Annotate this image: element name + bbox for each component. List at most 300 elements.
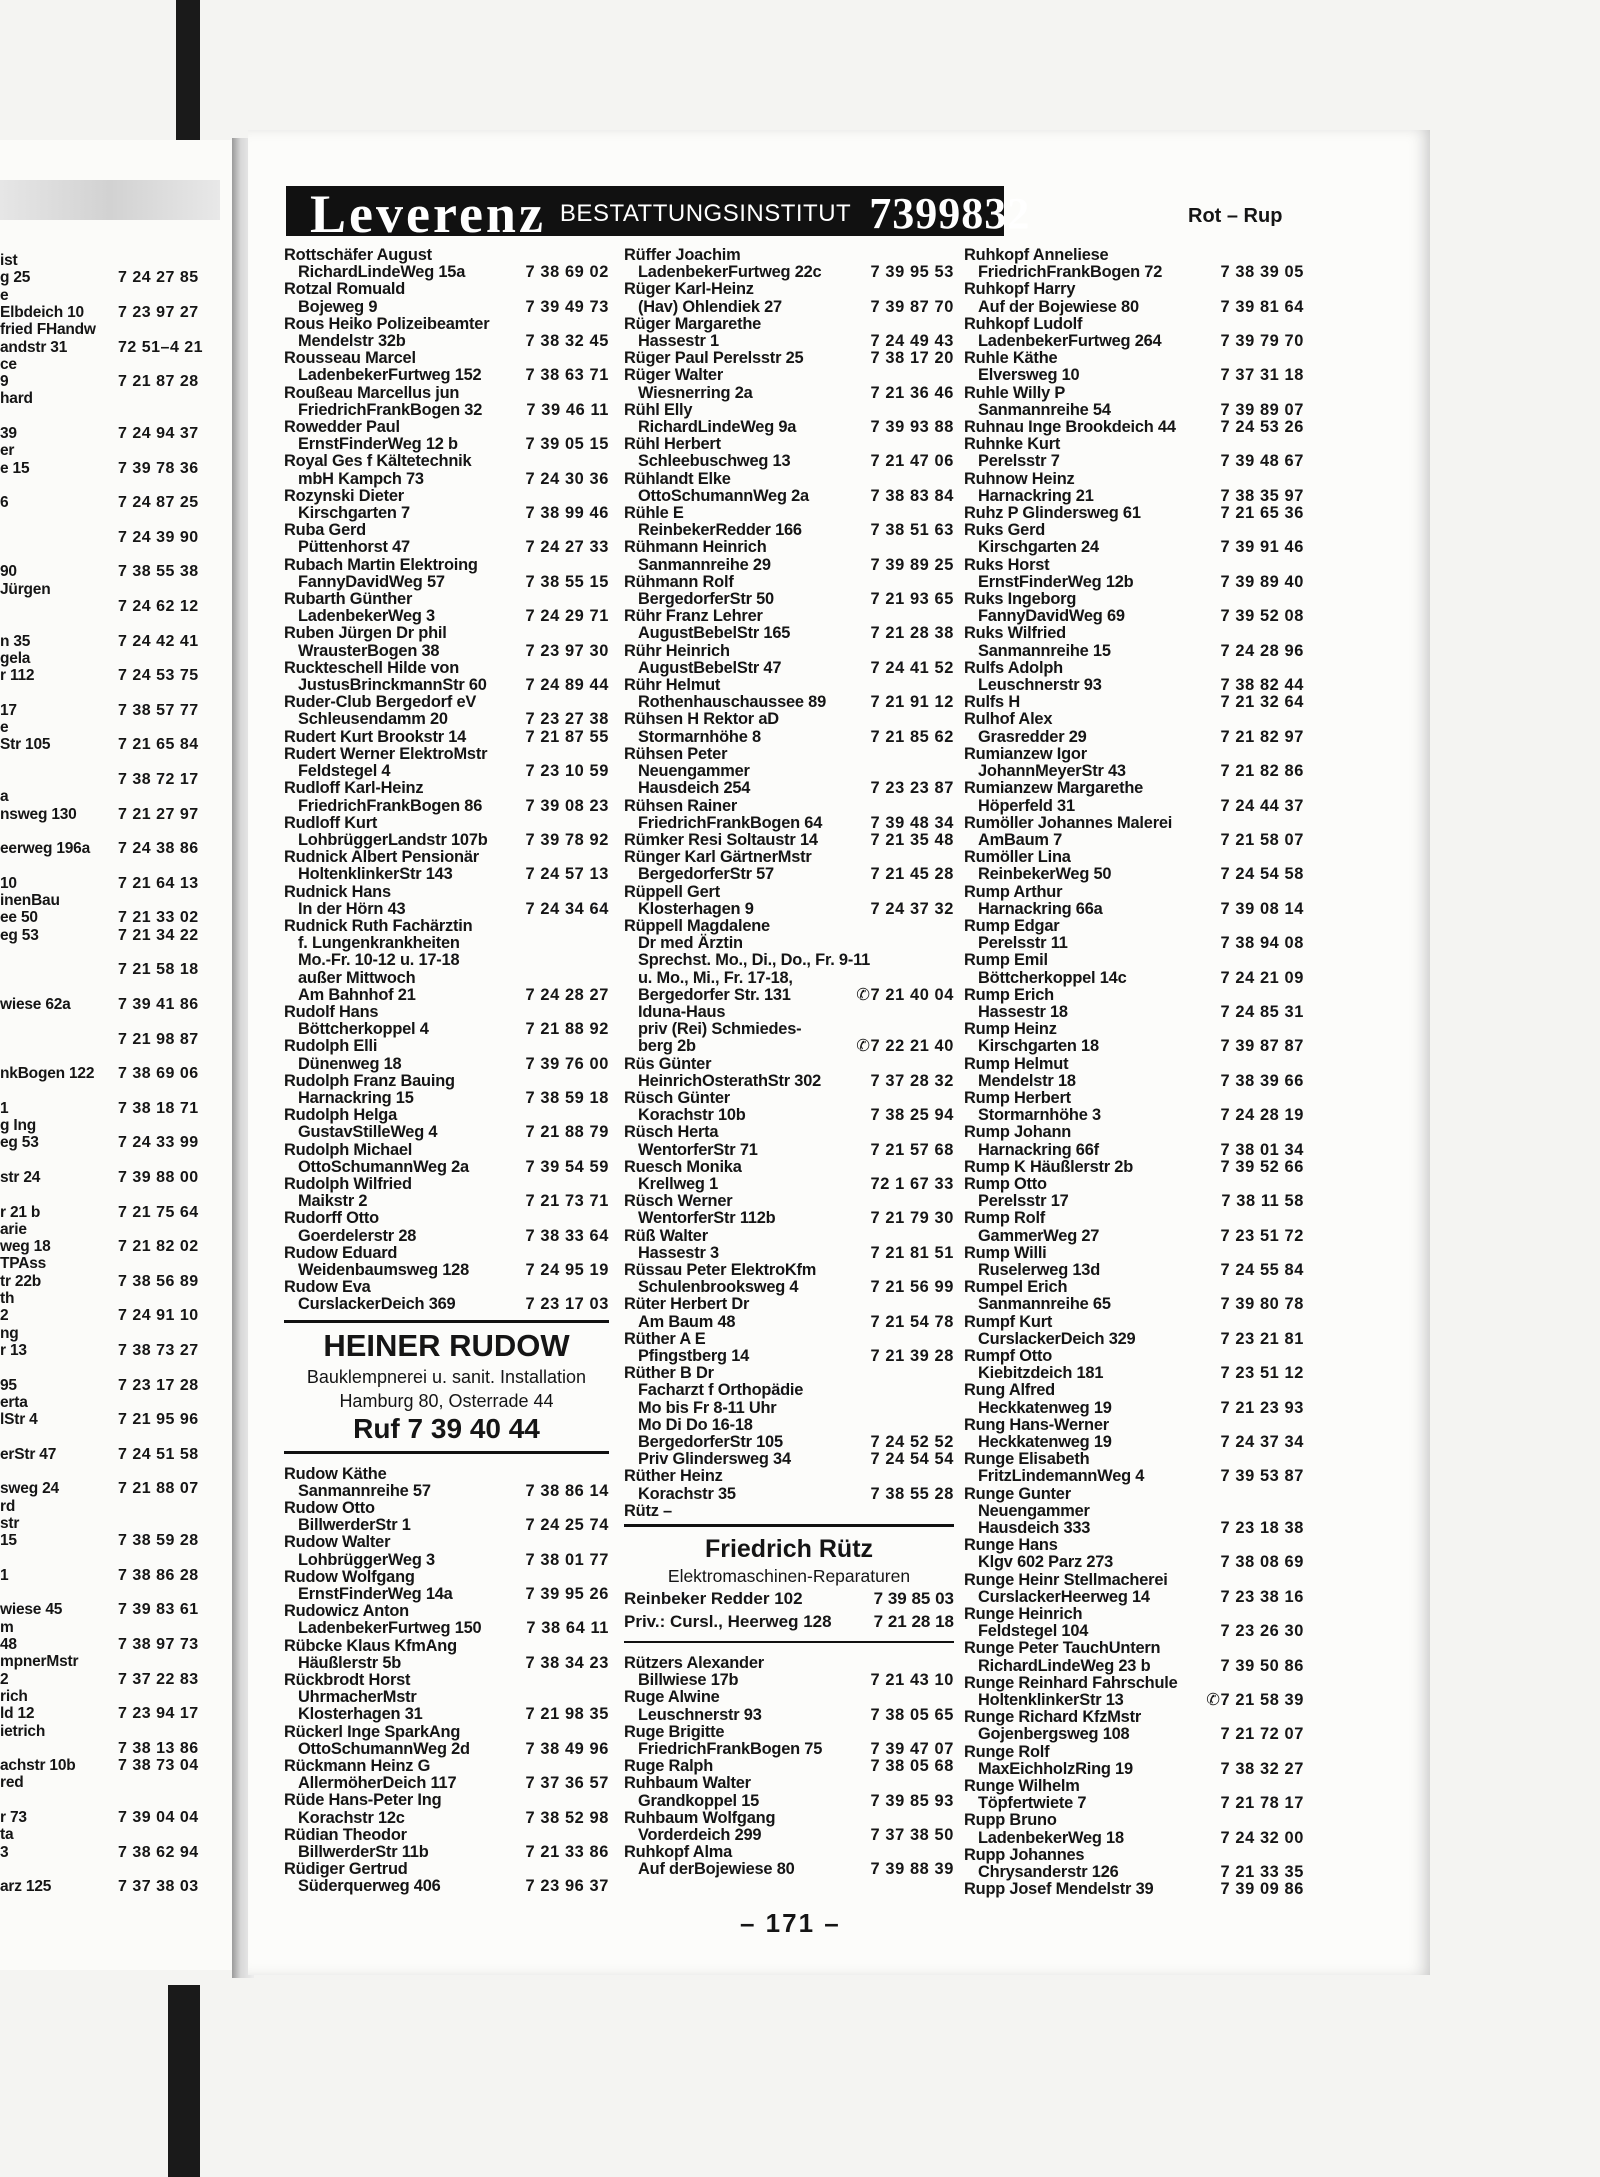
listing-phone: 7 21 73 71 — [525, 1192, 609, 1211]
listing-detail — [284, 539, 609, 556]
listing-entry — [284, 1706, 609, 1723]
listing-entry — [284, 884, 609, 918]
listing-name: Rüter Herbert Dr — [624, 1295, 750, 1314]
left-fragment-phone: 7 21 34 22 — [118, 926, 199, 944]
listing-address: RichardLindeWeg 9a — [638, 418, 797, 437]
left-fragment-text: 6 — [0, 494, 9, 512]
listing-name: Rump Helmut — [964, 1054, 1069, 1073]
listing-entry — [964, 436, 1304, 470]
listing-detail — [624, 1741, 954, 1758]
ad-phone: Ruf 7 39 40 44 — [353, 1412, 540, 1444]
left-fragment-phone: 7 21 82 02 — [118, 1238, 199, 1256]
listing-entry — [964, 1520, 1304, 1537]
listing-detail — [624, 1707, 954, 1724]
left-fragment-text: 17 — [0, 701, 17, 719]
listing-address: LadenbekerFurtweg 150 — [298, 1619, 482, 1638]
listing-name: Rühmann Heinrich — [624, 538, 767, 557]
ad-row-label: Reinbeker Redder 102 — [624, 1589, 803, 1609]
listing-phone: 7 21 58 07 — [1220, 830, 1304, 849]
listing-phone: 7 38 34 23 — [525, 1653, 609, 1672]
listing-address: LadenbekerFurtweg 264 — [978, 332, 1162, 351]
listing-phone: 7 21 36 46 — [870, 383, 954, 402]
listing-detail — [284, 1620, 609, 1637]
left-fragment-text: 90 — [0, 563, 17, 581]
listing-entry — [964, 1314, 1304, 1348]
listing-phone: 7 24 54 54 — [870, 1450, 954, 1469]
listing-entry — [964, 557, 1304, 591]
listing-phone: 7 21 72 07 — [1220, 1725, 1304, 1744]
listing-address: FriedrichFrankBogen 32 — [298, 400, 483, 419]
listing-address: Hausdeich 254 — [638, 779, 751, 798]
listing-address: Weidenbaumsweg 128 — [298, 1260, 469, 1279]
listing-detail — [624, 1279, 954, 1296]
left-page-fragment — [0, 140, 235, 1970]
left-fragment-text: rich — [0, 1687, 28, 1705]
left-fragment-text: ld 12 — [0, 1705, 35, 1723]
listing-phone: 7 21 43 10 — [870, 1671, 954, 1690]
listing-address: Harnackring 66a — [978, 899, 1103, 918]
listing-detail — [284, 711, 609, 728]
listing-phone: 7 39 89 07 — [1220, 400, 1304, 419]
listing-address: Grandkoppel 15 — [638, 1791, 760, 1810]
listing-phone: 7 38 35 97 — [1220, 486, 1304, 505]
listing-entry — [624, 798, 954, 832]
listing-name: Rump K Häußlerstr 2b — [964, 1157, 1134, 1176]
listing-address: Häußlerstr 5b — [298, 1653, 402, 1672]
left-fragment-phone: 7 24 94 37 — [118, 425, 199, 442]
listing-detail — [964, 402, 1304, 419]
listing-phone: 7 38 33 64 — [525, 1226, 609, 1245]
listing-name: Rowedder Paul — [284, 418, 400, 437]
listing-name: Rudnick Ruth Fachärztin — [284, 916, 473, 935]
listing-address: Sprechst. Mo., Di., Do., Fr. 9-11 — [638, 951, 871, 970]
listing-detail — [964, 1228, 1304, 1245]
left-fragment-phone: 7 38 13 86 — [118, 1739, 199, 1757]
listing-detail — [284, 1159, 609, 1176]
listing-phone: 7 38 82 44 — [1220, 676, 1304, 695]
listing-name: Rüssau Peter ElektroKfm — [624, 1260, 817, 1279]
listing-entry — [284, 316, 609, 350]
listing-detail — [964, 1623, 1304, 1640]
listing-phone: 7 24 28 27 — [525, 985, 609, 1004]
listing-name: Rückbrodt Horst — [284, 1671, 411, 1690]
listing-detail — [284, 1706, 609, 1723]
ad-title: Friedrich Rütz — [704, 1535, 874, 1564]
listing-phone: 7 39 08 23 — [525, 796, 609, 815]
listing-name: Rütz – — [624, 1501, 672, 1520]
listing-name: Rudow Käthe — [284, 1464, 387, 1483]
listing-address: Sanmannreihe 57 — [298, 1481, 431, 1500]
left-fragment-text: eerweg 196a — [0, 840, 91, 858]
listing-phone: 7 21 98 35 — [525, 1705, 609, 1724]
listing-address: Pfingstberg 14 — [638, 1347, 750, 1365]
listing-entry — [964, 1486, 1304, 1520]
listing-line — [624, 832, 954, 849]
listing-name: Rüther B Dr — [624, 1364, 714, 1383]
listing-name: Runge Gunter — [964, 1484, 1071, 1503]
listing-address: Mo bis Fr 8-11 Uhr — [638, 1398, 777, 1417]
listing-detail — [964, 608, 1304, 625]
listing-phone: 7 24 95 19 — [525, 1260, 609, 1279]
listing-detail — [624, 763, 954, 780]
left-fragment-phone: 7 37 22 83 — [118, 1670, 199, 1688]
listing-entry — [964, 849, 1304, 883]
listing-detail — [624, 522, 954, 539]
listing-name: Rubach Martin Elektroing — [284, 555, 478, 574]
listing-phone: 7 38 32 27 — [1220, 1759, 1304, 1778]
listing-name: Rump Otto — [964, 1174, 1047, 1193]
listing-phone: 7 21 82 97 — [1220, 727, 1304, 746]
listing-entry — [284, 453, 609, 487]
left-fragment-text: fried FHandw — [0, 321, 96, 339]
listing-phone: 7 38 39 05 — [1220, 263, 1304, 282]
listing-detail — [284, 1741, 609, 1758]
advertisement-banner — [286, 184, 1031, 244]
listing-detail — [964, 1107, 1304, 1124]
listing-entry — [624, 677, 954, 711]
left-fragment-text: lStr 4 — [0, 1411, 38, 1429]
listing-detail — [624, 866, 954, 883]
listing-address: Bojeweg 9 — [298, 297, 378, 316]
listing-phone: 7 24 55 84 — [1220, 1260, 1304, 1279]
listing-entry — [624, 471, 954, 505]
listing-detail — [964, 1795, 1304, 1812]
listing-phone: 7 23 38 16 — [1220, 1587, 1304, 1606]
left-fragment-phone: 7 24 87 25 — [118, 494, 199, 512]
listing-detail — [964, 901, 1304, 918]
listing-address: OttoSchumannWeg 2a — [298, 1157, 469, 1176]
listing-phone: 7 23 51 72 — [1220, 1226, 1304, 1245]
listing-entry — [624, 1038, 954, 1055]
listing-phone: 7 38 55 15 — [525, 572, 609, 591]
listing-phone: 7 39 09 86 — [1220, 1880, 1304, 1899]
listing-name: Rüde Hans-Peter Ing — [284, 1791, 442, 1810]
listing-name: Rung Hans-Werner — [964, 1415, 1109, 1434]
listing-entry — [624, 884, 954, 918]
listing-address: LohbrüggerLandstr 107b — [298, 830, 488, 849]
listing-phone: 7 38 59 18 — [525, 1088, 609, 1107]
left-fragment-text: m — [0, 1618, 14, 1636]
listing-entry — [624, 1056, 954, 1090]
listing-name: Rudow Walter — [284, 1533, 391, 1552]
listing-detail — [624, 488, 954, 505]
left-fragment-phone: 7 39 83 61 — [118, 1601, 199, 1619]
listing-entry — [624, 643, 954, 677]
listing-name: Rünger Karl GärtnerMstr — [624, 848, 812, 867]
divider — [284, 1320, 609, 1323]
listing-detail — [624, 299, 954, 316]
listing-detail — [624, 970, 954, 987]
listing-entry — [284, 1758, 609, 1792]
listing-phone: 7 24 37 34 — [1220, 1433, 1304, 1452]
listing-phone: 7 24 41 52 — [870, 658, 954, 677]
listing-name: Rousseau Marcel — [284, 349, 416, 368]
listing-name: Ruba Gerd — [284, 521, 366, 540]
listing-entry — [284, 1500, 609, 1534]
listing-phone: 7 39 53 87 — [1220, 1467, 1304, 1486]
listing-address: Perelsstr 11 — [978, 934, 1068, 953]
listing-name: Royal Ges f Kältetechnik — [284, 452, 472, 471]
listing-address: AugustBebelStr 165 — [638, 624, 791, 643]
listing-phone: 7 39 54 59 — [525, 1157, 609, 1176]
listing-group — [964, 247, 1304, 1899]
listing-phone: 7 24 25 74 — [525, 1516, 609, 1535]
listing-entry — [624, 1262, 954, 1296]
listing-entry — [964, 1778, 1304, 1812]
listing-name: Ruks Gerd — [964, 521, 1046, 540]
listing-phone: 7 23 10 59 — [525, 762, 609, 781]
listing-entry — [964, 1606, 1304, 1640]
left-fragment-text: e 15 — [0, 459, 30, 477]
listing-phone: 7 39 89 25 — [870, 555, 954, 574]
listing-entry — [964, 987, 1304, 1021]
listing-entry — [624, 849, 954, 883]
left-fragment-text: Jürgen — [0, 580, 51, 598]
listing-phone: 7 21 28 38 — [870, 624, 954, 643]
left-fragment-phone: 7 38 86 28 — [118, 1566, 199, 1584]
listing-detail — [284, 677, 609, 694]
listing-name: Ruhnke Kurt — [964, 435, 1061, 454]
listing-address: Mendelstr 32b — [298, 332, 406, 351]
listing-entry — [624, 1689, 954, 1723]
listing-name: Rüs Günter — [624, 1054, 712, 1073]
listing-address: CurslackerDeich 329 — [978, 1329, 1136, 1348]
listing-detail — [284, 574, 609, 591]
listing-detail — [964, 1468, 1304, 1485]
listing-detail — [624, 1486, 954, 1503]
left-fragment-text: e — [0, 286, 9, 304]
listing-detail — [284, 1124, 609, 1141]
listing-name: Rüppell Gert — [624, 882, 720, 901]
left-fragment-text: r 13 — [0, 1341, 27, 1359]
listing-entry — [964, 505, 1304, 522]
listing-name: Rüger Paul Perelsstr 25 — [624, 349, 804, 368]
listing-entry — [284, 281, 609, 315]
left-fragment-phone: 7 24 53 75 — [118, 667, 199, 685]
listing-detail — [624, 1142, 954, 1159]
listing-entry — [964, 1640, 1304, 1674]
listing-phone: 7 38 52 98 — [525, 1808, 609, 1827]
listing-address: berg 2b — [638, 1037, 696, 1056]
listing-detail — [964, 1193, 1304, 1210]
listing-name: Rüther Heinz — [624, 1467, 723, 1486]
listing-name: Ruhbaum Wolfgang — [624, 1808, 776, 1827]
listing-phone: 7 39 50 86 — [1220, 1656, 1304, 1675]
listing-address: Süderquerweg 406 — [298, 1877, 441, 1896]
listing-name: Ruks Wilfried — [964, 624, 1066, 643]
ad-row — [624, 1610, 954, 1633]
listing-phone: 7 39 80 78 — [1220, 1295, 1304, 1314]
ad-line: Bauklempnerei u. sanit. Installation — [306, 1366, 587, 1387]
left-fragment-phone: 7 21 75 64 — [118, 1203, 199, 1221]
listing-detail — [624, 1021, 954, 1038]
listing-phone: 7 24 32 00 — [1220, 1828, 1304, 1847]
listing-entry — [964, 1124, 1304, 1158]
listing-detail — [964, 1761, 1304, 1778]
listing-name: Rudow Otto — [284, 1499, 375, 1517]
listing-entry — [964, 1159, 1304, 1176]
listing-phone: 7 21 33 86 — [525, 1843, 609, 1862]
listing-name: Rumpel Erich — [964, 1278, 1068, 1297]
left-fragment-text: n 35 — [0, 632, 31, 650]
listing-address: AllermöherDeich 117 — [298, 1774, 457, 1793]
listing-phone: 7 38 94 08 — [1220, 934, 1304, 953]
listing-detail — [964, 1400, 1304, 1417]
listing-entry — [624, 1004, 954, 1021]
listing-address: BillwerderStr 1 — [298, 1516, 411, 1535]
listing-address: Gojenbergsweg 108 — [978, 1725, 1130, 1744]
listing-detail — [624, 1245, 954, 1262]
left-fragment-phone: 7 38 97 73 — [118, 1636, 199, 1653]
page-range-label: Rot – Rup — [1188, 205, 1283, 227]
listing-phone: 7 21 82 86 — [1220, 762, 1304, 781]
listing-detail — [284, 1228, 609, 1245]
listing-address: OttoSchumannWeg 2a — [638, 486, 809, 505]
listing-address: Sanmannreihe 29 — [638, 555, 771, 574]
listing-name: Runge Heinrich — [964, 1605, 1083, 1624]
listing-phone: 7 39 76 00 — [525, 1054, 609, 1073]
listing-phone: 7 21 39 28 — [870, 1347, 954, 1365]
listing-name: Rüger Walter — [624, 366, 723, 385]
listing-entry — [964, 1572, 1304, 1606]
left-fragment-text: wiese 62a — [0, 995, 71, 1013]
listing-detail — [624, 591, 954, 608]
listing-name: Rumpf Otto — [964, 1347, 1053, 1365]
left-fragment-phone: 7 38 56 89 — [118, 1272, 199, 1290]
listing-entry — [284, 1279, 609, 1313]
listing-name: Rumianzew Margarethe — [964, 779, 1144, 798]
listing-entry — [964, 1881, 1304, 1898]
listing-entry — [284, 952, 609, 969]
listing-name: Rückerl Inge SparkAng — [284, 1722, 461, 1741]
listing-entry — [624, 1468, 954, 1502]
listing-address: Wiesnerring 2a — [638, 383, 753, 402]
listing-phone: 7 21 65 36 — [1220, 504, 1304, 523]
listing-address: WentorferStr 71 — [638, 1140, 758, 1159]
left-fragment-phone: 7 24 51 58 — [118, 1445, 199, 1463]
left-fragment-text: 2 — [0, 1670, 9, 1688]
listing-address: LadenbekerWeg 3 — [298, 607, 435, 626]
listing-phone: 7 21 23 93 — [1220, 1398, 1304, 1417]
listing-name: Rühr Heinrich — [624, 641, 730, 660]
listing-detail — [284, 1517, 609, 1534]
listing-name: Runge Reinhard Fahrschule — [964, 1673, 1178, 1692]
listing-name: Runge Peter TauchUntern — [964, 1639, 1161, 1658]
listing-detail — [284, 763, 609, 780]
listing-address: RichardLindeWeg 15a — [298, 263, 466, 282]
left-fragment-text: hard — [0, 390, 33, 408]
listing-phone: 7 39 78 92 — [525, 830, 609, 849]
listing-detail — [624, 815, 954, 832]
listing-name: Rotzal Romuald — [284, 280, 406, 299]
left-fragment-text: andstr 31 — [0, 338, 68, 356]
listing-detail — [624, 1793, 954, 1810]
listing-phone: 7 24 54 58 — [1220, 865, 1304, 884]
listing-entry — [284, 385, 609, 419]
listing-entry — [964, 281, 1304, 315]
listing-address: Böttcherkoppel 4 — [298, 1020, 429, 1039]
listing-address: FannyDavidWeg 69 — [978, 607, 1125, 626]
left-fragment-text: ee 50 — [0, 909, 38, 927]
left-fragment-text: sweg 24 — [0, 1480, 59, 1498]
listing-name: Rudolph Wilfried — [284, 1174, 412, 1193]
listing-entry — [964, 1709, 1304, 1743]
listing-address: außer Mittwoch — [298, 968, 416, 987]
listing-address: Chrysanderstr 126 — [978, 1863, 1119, 1882]
listing-phone: 7 21 87 55 — [525, 727, 609, 746]
listing-entry — [284, 987, 609, 1004]
listing-phone: 7 38 99 46 — [525, 504, 609, 523]
listing-name: Rottschäfer August — [284, 246, 432, 264]
left-fragment-phone: 7 23 94 17 — [118, 1705, 199, 1723]
listing-detail — [284, 1056, 609, 1073]
listing-entry — [964, 247, 1304, 281]
left-fragment-phone: 7 21 98 87 — [118, 1030, 199, 1048]
listing-phone: 7 21 78 17 — [1220, 1794, 1304, 1813]
left-fragment-text: g Ing — [0, 1117, 37, 1134]
listing-phone: 7 39 52 08 — [1220, 607, 1304, 626]
listing-address: LadenbekerWeg 18 — [978, 1828, 1124, 1847]
listing-entry — [624, 1810, 954, 1844]
listing-phone: 7 21 57 68 — [870, 1140, 954, 1159]
listing-name: Rudnick Albert Pensionär — [284, 848, 479, 867]
listing-phone: 7 21 88 79 — [525, 1123, 609, 1142]
listing-name: Rudowicz Anton — [284, 1602, 409, 1621]
left-fragment-text: g 25 — [0, 269, 31, 287]
listing-line — [964, 1159, 1304, 1176]
listing-phone: ✆7 22 21 40 — [856, 1037, 954, 1056]
column-3 — [964, 247, 1304, 1899]
listing-entry — [284, 729, 609, 746]
left-fragment-phone: 7 37 38 03 — [118, 1878, 199, 1896]
left-fragment-phone: 7 38 62 94 — [118, 1843, 199, 1861]
listing-address: Sanmannreihe 54 — [978, 400, 1111, 419]
listing-entry — [284, 247, 609, 281]
listing-entry — [624, 350, 954, 367]
listing-detail — [284, 798, 609, 815]
listing-detail — [284, 333, 609, 350]
listing-name: Rudolph Franz Bauing — [284, 1071, 455, 1090]
listing-phone: 7 24 27 33 — [525, 538, 609, 557]
listing-address: Töpfertwiete 7 — [978, 1794, 1087, 1813]
listing-entry — [624, 918, 954, 952]
listing-name: Rüsch Herta — [624, 1123, 719, 1142]
listing-name: Rudow Wolfgang — [284, 1567, 415, 1586]
listing-address: ErnstFinderWeg 14a — [298, 1585, 453, 1604]
listing-phone: 7 38 32 45 — [525, 332, 609, 351]
listing-address: Dr med Ärztin — [638, 934, 743, 953]
listing-entry — [284, 591, 609, 625]
listing-detail — [964, 935, 1304, 952]
listing-name: Rudloff Karl-Heinz — [284, 779, 424, 798]
left-fragment-text: arz 125 — [0, 1878, 52, 1896]
ad-row-phone: 7 39 85 03 — [873, 1589, 954, 1609]
listing-name: Rüdiger Gertrud — [284, 1860, 408, 1879]
listing-detail — [284, 471, 609, 488]
listing-entry — [624, 970, 954, 987]
listing-phone: 7 37 38 50 — [870, 1826, 954, 1845]
listing-phone: 7 39 89 40 — [1220, 572, 1304, 591]
listing-name: Rudolf Hans — [284, 1002, 379, 1021]
left-fragment-text: Elbdeich 10 — [0, 303, 84, 321]
listing-phone: 7 38 63 71 — [525, 366, 609, 385]
listing-entry — [624, 1021, 954, 1038]
listing-detail — [964, 1589, 1304, 1606]
left-fragment-phone: 72 51–4 21 — [118, 338, 204, 356]
listing-phone: 7 39 08 14 — [1220, 899, 1304, 918]
listing-detail — [964, 1503, 1304, 1520]
listing-entry — [624, 987, 954, 1004]
